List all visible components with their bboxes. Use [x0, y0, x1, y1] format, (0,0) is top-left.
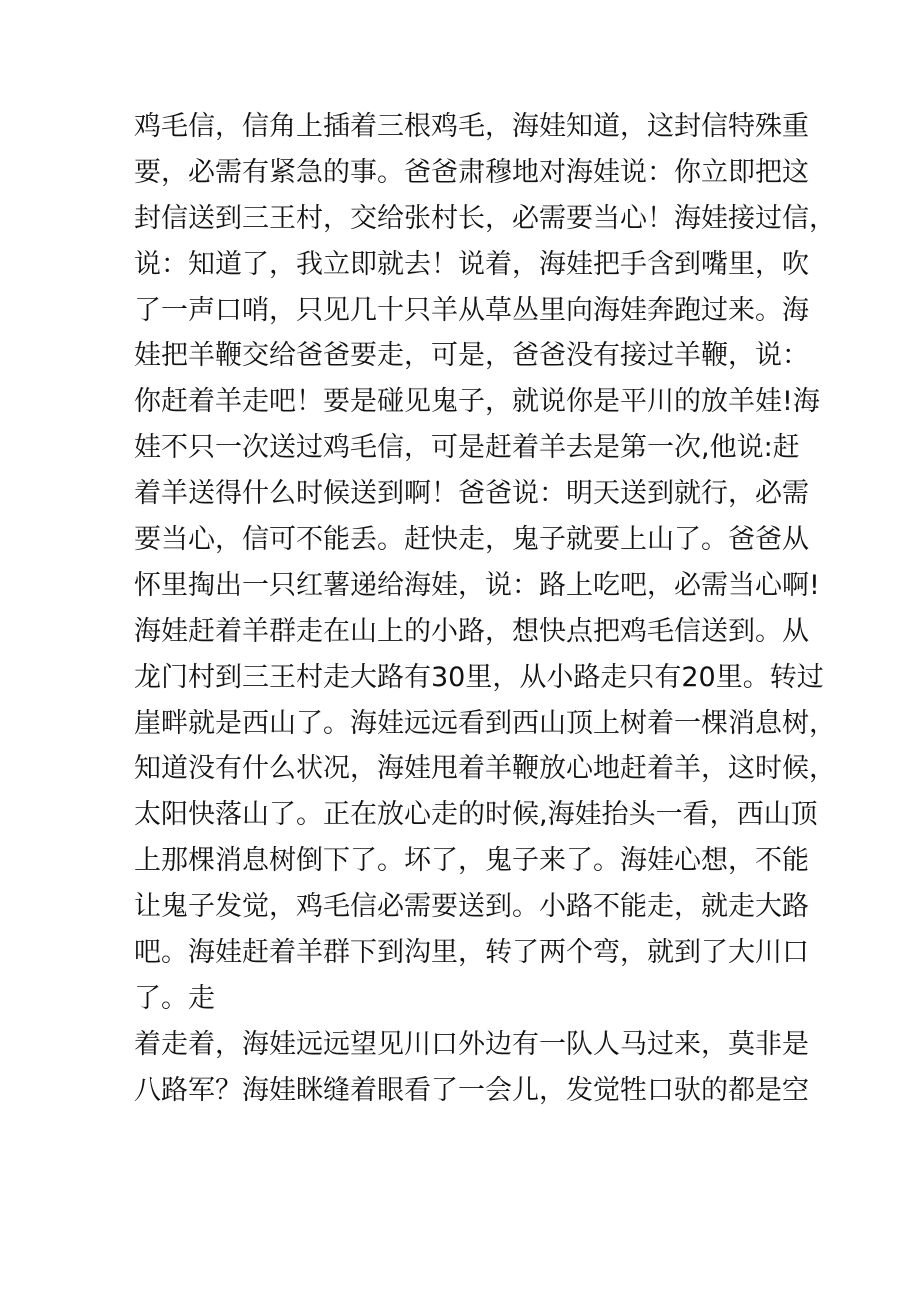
- text-line: 龙门村到三王村走大路有30里，从小路走只有20里。转过: [134, 661, 824, 693]
- text-line: 鸡毛信，信角上插着三根鸡毛，海娃知道，这封信特殊重: [134, 111, 809, 142]
- text-line: 娃不只一次送过鸡毛信，可是赶着羊去是第一次,他说:赶: [134, 432, 800, 464]
- text-line: 让鬼子发觉，鸡毛信必需要送到。小路不能走，就走大路: [134, 891, 809, 923]
- story-text: [134, 104, 836, 1114]
- text-line: 要当心，信可不能丢。赶快走，鬼子就要上山了。爸爸从: [134, 524, 809, 556]
- text-line: 了。走: [134, 982, 215, 1014]
- text-line: 了一声口哨，只见几十只羊从草丛里向海娃奔跑过来。海: [134, 294, 809, 326]
- text-line: 太阳快落山了。正在放心走的时候,海娃抬头一看，西山顶: [134, 799, 818, 831]
- text-line: 着走着，海娃远远望见川口外边有一队人马过来，莫非是: [134, 1028, 809, 1060]
- text-line: 上那棵消息树倒下了。坏了，鬼子来了。海娃心想，不能: [134, 845, 809, 877]
- text-line: 封信送到三王村，交给张村长，必需要当心！海娃接过信，: [134, 202, 836, 234]
- text-line: 说：知道了，我立即就去！说着，海娃把手含到嘴里，吹: [134, 248, 809, 280]
- text-line: 海娃赶着羊群走在山上的小路，想快点把鸡毛信送到。从: [134, 615, 809, 647]
- text-line: 着羊送得什么时候送到啊！爸爸说：明天送到就行，必需: [134, 478, 809, 510]
- text-line: 吧。海娃赶着羊群下到沟里，转了两个弯，就到了大川口: [134, 937, 809, 969]
- text-line: 娃把羊鞭交给爸爸要走，可是，爸爸没有接过羊鞭，说：: [134, 340, 809, 372]
- text-line: 怀里掏出一只红薯递给海娃，说：路上吃吧，必需当心啊!: [134, 569, 820, 601]
- text-line: 崖畔就是西山了。海娃远远看到西山顶上树着一棵消息树，: [134, 707, 836, 739]
- text-line: 知道没有什么状况，海娃甩着羊鞭放心地赶着羊，这时候，: [134, 753, 836, 785]
- text-line: 八路军？海娃眯缝着眼看了一会儿，发觉牲口驮的都是空: [134, 1074, 809, 1106]
- text-line: 要，必需有紧急的事。爸爸肃穆地对海娃说：你立即把这: [134, 156, 809, 188]
- text-line: 你赶着羊走吧！要是碰见鬼子，就说你是平川的放羊娃!海: [134, 386, 820, 418]
